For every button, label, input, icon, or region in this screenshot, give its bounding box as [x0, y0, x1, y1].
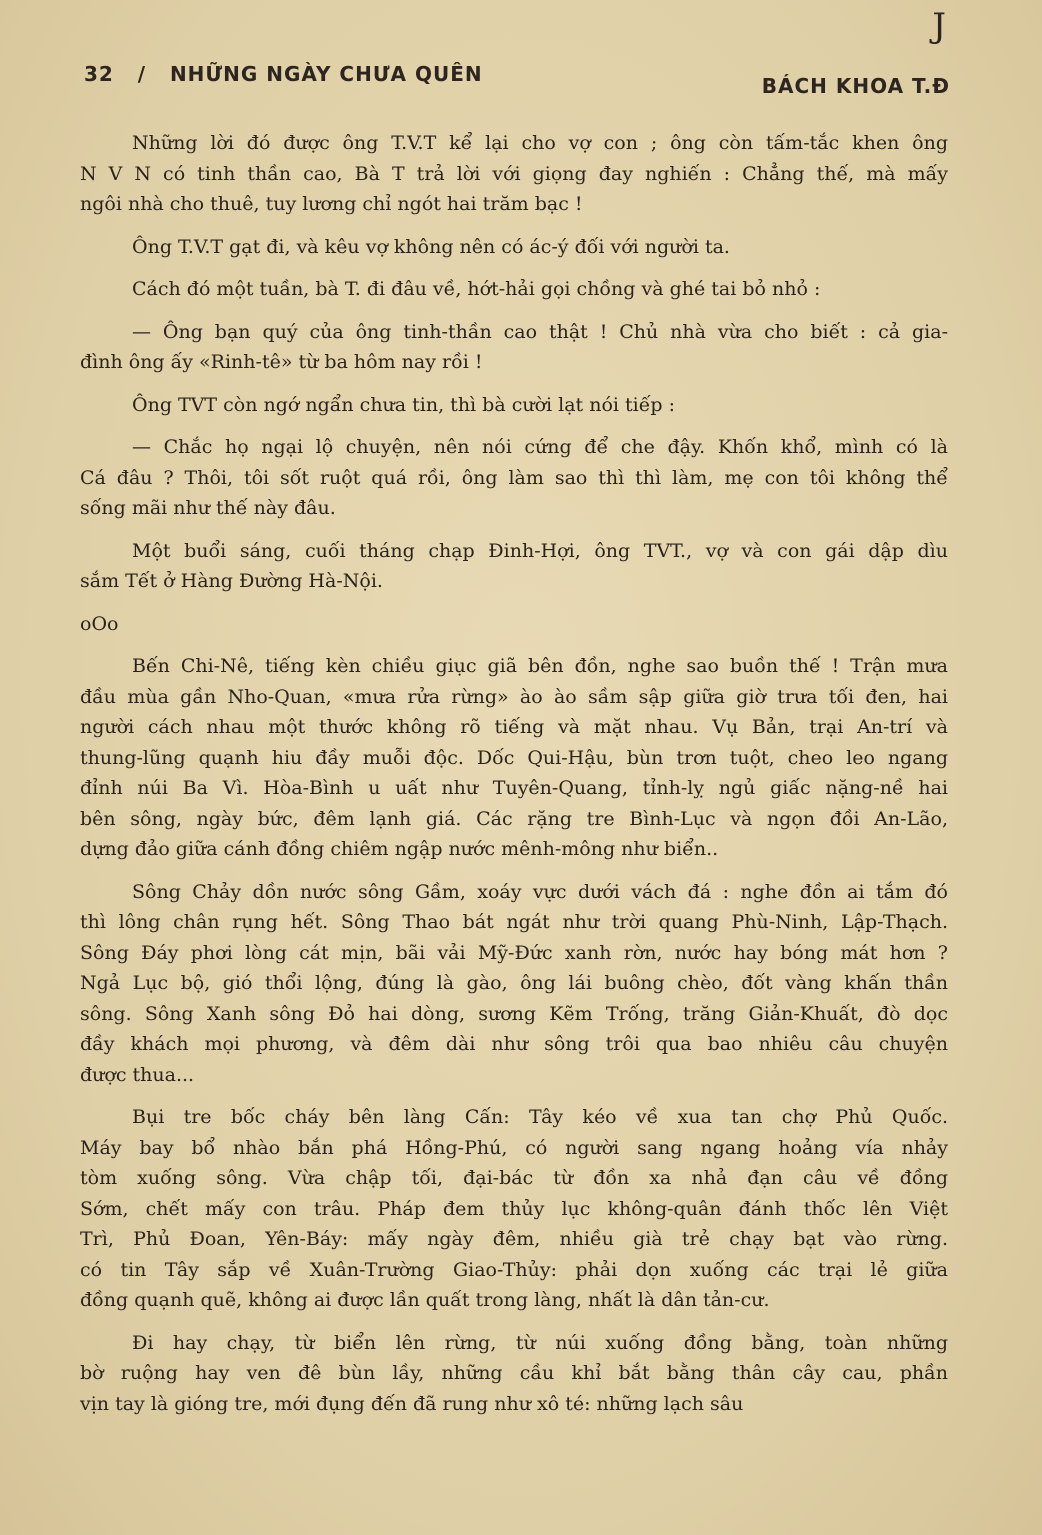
text-line: N V N có tinh thần cao, Bà T trả lời với giọng đay nghiến : Chẳng thế, mà mấy	[80, 162, 948, 185]
page-number: 32	[84, 62, 114, 86]
text-line: đình ông ấy «Rinh-tê» từ ba hôm nay rồi !	[80, 351, 483, 373]
paragraph	[80, 317, 948, 378]
text-line: Ông TVT còn ngớ ngẩn chưa tin, thì bà cười lạt nói tiếp :	[132, 393, 676, 416]
text-line: Trì, Phủ Đoan, Yên-Báy: mấy ngày đêm, nhiều già trẻ chạy bạt vào rừng.	[80, 1228, 948, 1250]
text-line: thung-lũng quạnh hiu đầy muỗi độc. Dốc Qui-Hậu, bùn trơn tuột, cheo leo ngang	[80, 746, 948, 769]
text-line: dựng đảo giữa cánh đồng chiêm ngập nước mênh-mông như biển..	[80, 838, 719, 860]
text-line: sống mãi như thế này đâu.	[80, 497, 336, 519]
text-line: thì lông chân rụng hết. Sông Thao bát ngát như trời quang Phù-Ninh, Lập-Thạch.	[80, 911, 948, 933]
text-line: tòm xuống sông. Vừa chập tối, đại-bác từ đồn xa nhả đạn câu về đồng	[80, 1167, 948, 1189]
paragraph	[80, 1102, 948, 1316]
text-line: được thua...	[80, 1063, 195, 1086]
text-line: Cách đó một tuần, bà T. đi đâu về, hớt-hải gọi chồng và ghé tai bỏ nhỏ :	[132, 278, 821, 300]
paragraph	[80, 432, 948, 524]
paragraph	[80, 128, 948, 220]
text-line: bên sông, ngày bức, đêm lạnh giá. Các rặng tre Bình-Lục và ngọn đồi An-Lão,	[80, 807, 948, 830]
corner-mark: J	[932, 6, 946, 46]
text-line: Sớm, chết mấy con trâu. Pháp đem thủy lục không-quân đánh thốc lên Việt	[80, 1197, 948, 1220]
text-line: Sông Đáy phơi lòng cát mịn, bãi vải Mỹ-Đức xanh rờn, nước hay bóng mát hơn ?	[80, 941, 948, 964]
text-line: Sông Chảy dồn nước sông Gầm, xoáy vực dưới vách đá : nghe đồn ai tắm đó	[132, 880, 948, 903]
text-line: — Ông bạn quý của ông tinh-thần cao thật ! Chủ nhà vừa cho biết : cả gia-	[132, 320, 948, 343]
book-title: NHỮNG NGÀY CHƯA QUÊN	[169, 62, 483, 86]
text-line: sông. Sông Xanh sông Đỏ hai dòng, sương Kẽm Trống, trăng Giản-Khuất, đò dọc	[80, 1002, 948, 1025]
header-divider: /	[137, 62, 147, 86]
section-separator	[80, 609, 948, 640]
text-line: ngôi nhà cho thuê, tuy lương chỉ ngót hai trăm bạc !	[80, 193, 583, 215]
paragraph	[80, 274, 948, 305]
text-line: Cá đâu ? Thôi, tôi sốt ruột quá rồi, ông làm sao thì thì làm, mẹ con tôi không thể	[80, 466, 948, 489]
paragraph	[80, 651, 948, 865]
text-line: bờ ruộng hay ven đê bùn lầy, những cầu khỉ bắt bằng thân cây cau, phần	[80, 1362, 948, 1384]
text-line: đầu mùa gần Nho-Quan, «mưa rửa rừng» ào ào sầm sập giữa giờ trưa tối đen, hai	[80, 685, 948, 708]
text-line: Ông T.V.T gạt đi, và kêu vợ không nên có ác-ý đối với người ta.	[132, 235, 730, 258]
text-line: đồng quạnh quẽ, không ai được lần quất trong làng, nhất là dân tản-cư.	[80, 1289, 770, 1311]
text-line: Một buổi sáng, cuối tháng chạp Đinh-Hợi, ông TVT., vợ và con gái dập dìu	[132, 539, 948, 562]
paragraph	[80, 877, 948, 1091]
text-line: Máy bay bổ nhào bắn phá Hồng-Phú, có người sang ngang hoảng vía nhảy	[80, 1136, 948, 1159]
text-line: vịn tay là gióng tre, mới đụng đến đã rung như xô té: những lạch sâu	[80, 1392, 744, 1415]
text-line: Bến Chi-Nê, tiếng kèn chiều giục giã bên đồn, nghe sao buồn thế ! Trận mưa	[132, 655, 948, 677]
text-line: oOo	[80, 612, 119, 635]
paragraph	[80, 536, 948, 597]
text-line: đỉnh núi Ba Vì. Hòa-Bình u uất như Tuyên-Quang, tỉnh-lỵ ngủ giấc nặng-nề hai	[80, 777, 948, 799]
text-line: người cách nhau một thước không rõ tiếng và mặt nhau. Vụ Bản, trại An-trí và	[80, 716, 948, 738]
text-line: Bụi tre bốc cháy bên làng Cấn: Tây kéo về xua tan chợ Phủ Quốc.	[132, 1106, 948, 1128]
text-line: Ngả Lục bộ, gió thổi lộng, đúng là gào, ông lái buông chèo, đốt vàng khấn thần	[80, 972, 948, 994]
body-text	[80, 128, 948, 1431]
paragraph	[80, 232, 948, 263]
header-left	[84, 62, 483, 86]
paragraph	[80, 1328, 948, 1420]
journal-name: BÁCH KHOA T.Đ	[761, 74, 950, 98]
text-line: — Chắc họ ngại lộ chuyện, nên nói cứng để che đậy. Khốn khổ, mình có là	[132, 436, 948, 458]
text-line: sắm Tết ở Hàng Đường Hà-Nội.	[80, 570, 383, 592]
text-line: có tin Tây sắp về Xuân-Trường Giao-Thủy: phải dọn xuống các trại lẻ giữa	[80, 1258, 948, 1281]
text-line: Đi hay chạy, từ biển lên rừng, từ núi xuống đồng bằng, toàn những	[132, 1331, 948, 1354]
page-header	[84, 62, 950, 102]
text-line: Những lời đó được ông T.V.T kể lại cho vợ con ; ông còn tấm-tắc khen ông	[132, 132, 948, 154]
paragraph	[80, 390, 948, 421]
text-line: đầy khách mọi phương, và đêm dài như sông trôi qua bao nhiêu câu chuyện	[80, 1033, 948, 1055]
